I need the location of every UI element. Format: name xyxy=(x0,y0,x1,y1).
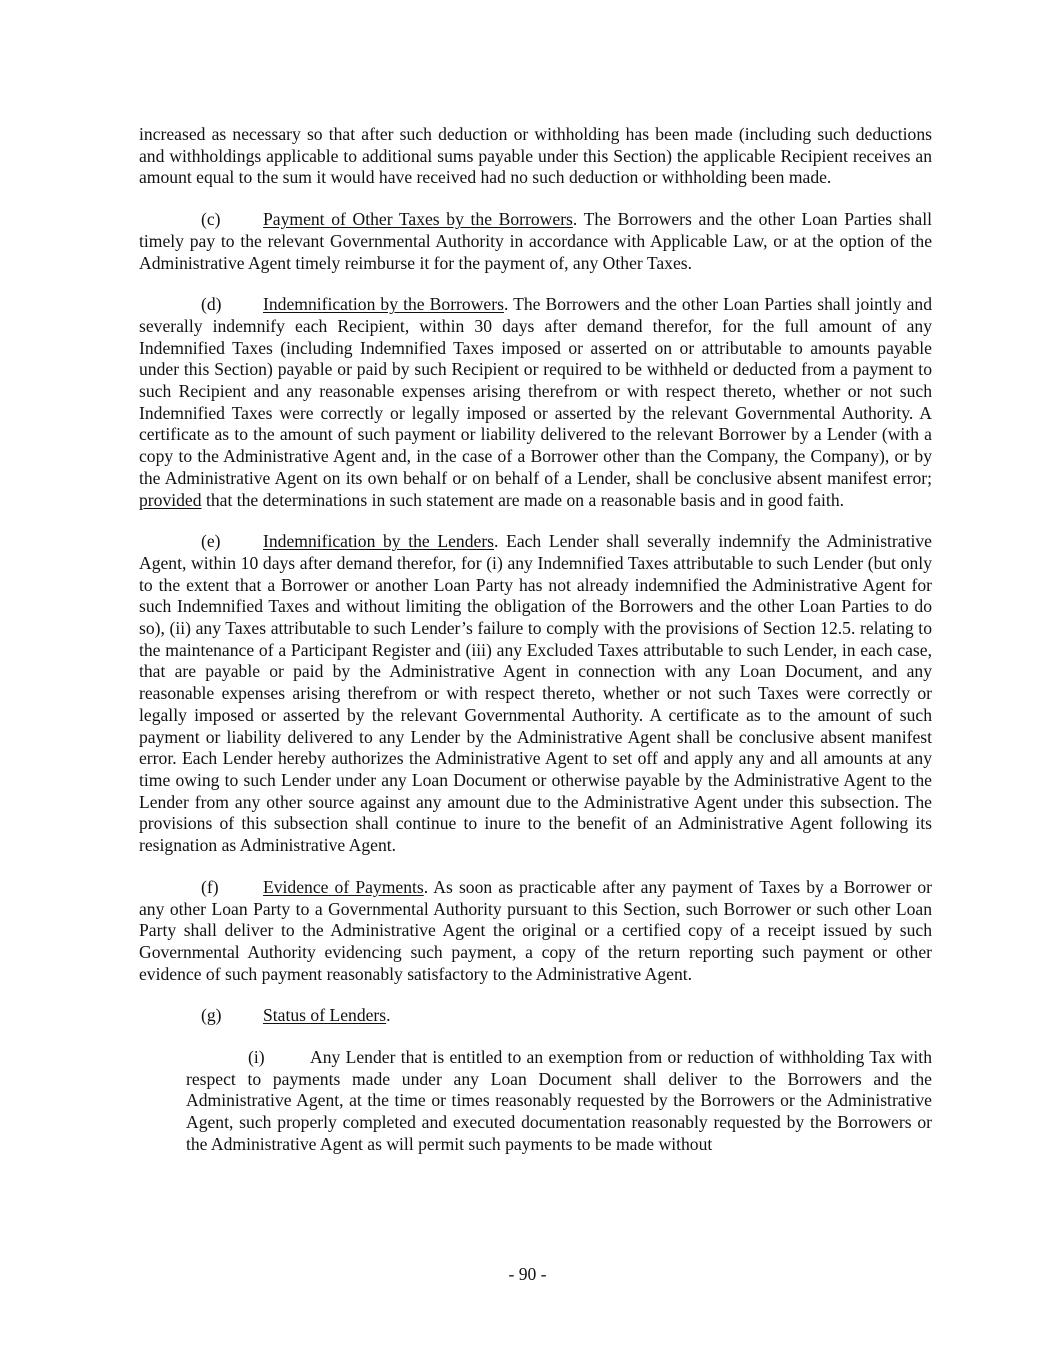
provided-term: provided xyxy=(139,489,202,510)
section-d-label: (d) xyxy=(201,294,222,315)
section-g-heading: Status of Lenders xyxy=(263,1005,387,1026)
section-d xyxy=(139,294,932,511)
section-g xyxy=(139,1005,932,1027)
section-d-body: . The Borrowers and the other Loan Parties shall jointly and severally indemnify each Recipient, within 30 days after demand therefor, for the full amount of any Indemnified Taxes (including Indemnified Taxes imposed or asserted on or attributable to amounts payable under this Section) payable or paid by such Recipient or required to be withheld or deducted from a payment to such Recipient and any reasonable expenses arising therefrom or with respect thereto, whether or not such Indemnified Taxes were correctly or legally imposed or asserted by the relevant Governmental Authority. A certificate as to the amount of such payment or liability delivered to the relevant Borrower by a Lender (with a copy to the Administrative Agent and, in the case of a Borrower other than the Company, the Company), or by the Administrative Agent on its own behalf or on behalf of a Lender, shall be conclusive absent manifest error; xyxy=(139,294,932,488)
section-c-heading: Payment of Other Taxes by the Borrowers xyxy=(263,209,573,230)
section-e-label: (e) xyxy=(201,531,221,552)
section-g-i-label: (i) xyxy=(248,1047,265,1068)
continuation-paragraph: increased as necessary so that after such deduction or withholding has been made (including such deductions and withholdings applicable to additional sums payable under this Section) the applicable Recipient receives an amount equal to the sum it would have received had no such deduction or withholding been made. xyxy=(139,124,932,188)
section-e-body: . Each Lender shall severally indemnify the Administrative Agent, within 10 days after demand therefor, for (i) any Indemnified Taxes attributable to such Lender (but only to the extent that a Borrower or another Loan Party has not already indemnified the Administrative Agent for such Indemnified Taxes and without limiting the obligation of the Borrowers and the other Loan Parties to do so), (ii) any Taxes attributable to such Lender’s failure to comply with the provisions of Section 12.5. relating to the maintenance of a Participant Register and (iii) any Excluded Taxes attributable to such Lender, in each case, that are payable or paid by the Administrative Agent in connection with any Loan Document, and any reasonable expenses arising therefrom or with respect thereto, whether or not such Taxes were correctly or legally imposed or asserted by the relevant Governmental Authority. A certificate as to the amount of such payment or liability delivered to any Lender by the Administrative Agent shall be conclusive absent manifest error. Each Lender hereby authorizes the Administrative Agent to set off and apply any and all amounts at any time owing to such Lender under any Loan Document or otherwise payable by the Administrative Agent to the Lender from any other source against any amount due to the Administrative Agent under this subsection. The provisions of this subsection shall continue to inure to the benefit of an Administrative Agent following its resignation as Administrative Agent. xyxy=(139,531,932,856)
section-e-heading: Indemnification by the Lenders xyxy=(263,531,495,552)
section-f-label: (f) xyxy=(201,876,219,897)
section-d-heading: Indemnification by the Borrowers xyxy=(263,294,504,315)
document-page xyxy=(139,124,932,1156)
section-f-body: . As soon as practicable after any payment of Taxes by a Borrower or any other Loan Party to a Governmental Authority pursuant to this Section, such Borrower or such other Loan Party shall deliver to the Administrative Agent the original or a certified copy of a receipt issued by such Governmental Authority evidencing such payment, a copy of the return reporting such payment or other evidence of such payment reasonably satisfactory to the Administrative Agent. xyxy=(139,876,932,984)
section-c-body: . The Borrowers and the other Loan Parties shall timely pay to the relevant Governmental Authority in accordance with Applicable Law, or at the option of the Administrative Agent timely reimburse it for the payment of, any Other Taxes. xyxy=(139,209,932,273)
section-g-i xyxy=(186,1047,932,1156)
section-f-heading: Evidence of Payments xyxy=(263,876,424,897)
section-d-body-end: that the determinations in such statement are made on a reasonable basis and in good faith. xyxy=(201,489,845,510)
section-f xyxy=(139,877,932,986)
section-g-label: (g) xyxy=(201,1005,222,1026)
section-g-body: . xyxy=(386,1005,391,1026)
section-e xyxy=(139,531,932,857)
section-c-label: (c) xyxy=(201,209,221,230)
page-number: - 90 - xyxy=(508,1264,547,1284)
section-g-i-body: Any Lender that is entitled to an exemption from or reduction of withholding Tax with respect to payments made under any Loan Document shall deliver to the Borrowers and the Administrative Agent, at the time or times reasonably requested by the Borrowers or the Administrative Agent, such properly completed and executed documentation reasonably requested by the Borrowers or the Administrative Agent as will permit such payments to be made without xyxy=(186,1047,932,1154)
section-c xyxy=(139,209,932,274)
